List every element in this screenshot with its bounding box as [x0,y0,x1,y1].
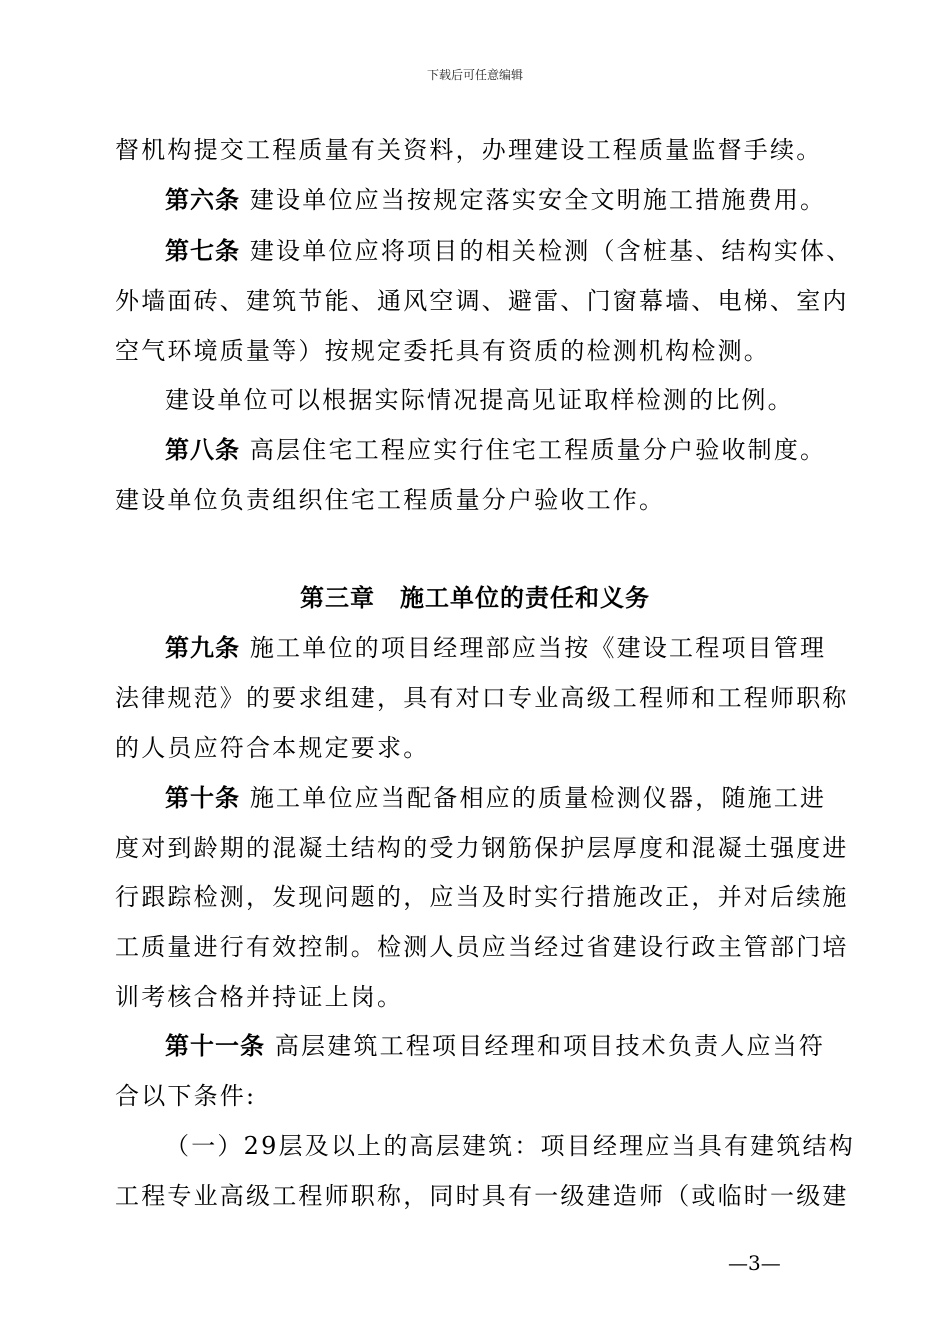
article-11 [165,1031,825,1061]
article-text: 高层住宅工程应实行住宅工程质量分户验收制度。 [249,436,827,464]
article-10 [165,783,826,813]
text-line: 法律规范》的要求组建，具有对口专业高级工程师和工程师职称 [115,684,849,712]
article-title: 第十条 [165,784,240,812]
text-line: 合以下条件: [115,1082,257,1110]
article-text: 施工单位的项目经理部应当按《建设工程项目管理 [249,634,827,662]
article-title: 第八条 [165,436,240,464]
article-text: 施工单位应当配备相应的质量检测仪器，随施工进 [249,784,827,812]
text-line: 度对到龄期的混凝土结构的受力钢筋保护层厚度和混凝土强度进 [115,834,849,862]
text-line: 建设单位负责组织住宅工程质量分户验收工作。 [115,486,666,514]
article-text: 高层建筑工程项目经理和项目技术负责人应当符 [274,1032,826,1060]
article-text: 建设单位应当按规定落实安全文明施工措施费用。 [249,186,827,214]
text-line: 的人员应符合本规定要求。 [115,734,430,762]
text-line: 督机构提交工程质量有关资料，办理建设工程质量监督手续。 [115,136,823,164]
chapter-heading: 第三章 施工单位的责任和义务 [300,584,650,612]
text-line: 空气环境质量等）按规定委托具有资质的检测机构检测。 [115,337,770,365]
text-line: （一）29层及以上的高层建筑：项目经理应当具有建筑结构 [165,1132,855,1160]
article-7 [165,236,852,266]
text-line: 外墙面砖、建筑节能、通风空调、避雷、门窗幕墙、电梯、室内 [115,287,849,315]
article-title: 第六条 [165,186,240,214]
text-line: 工程专业高级工程师职称，同时具有一级建造师（或临时一级建 [115,1182,849,1210]
page-number: —3— [728,1251,781,1275]
article-6 [165,185,826,215]
article-title: 第十一条 [165,1032,265,1060]
text-line: 训考核合格并持证上岗。 [115,983,404,1011]
article-8 [165,435,826,465]
header-note: 下载后可任意编辑 [426,68,523,82]
article-title: 第九条 [165,634,240,662]
article-text: 建设单位应将项目的相关检测（含桩基、结构实体、 [249,237,853,265]
text-line: 工质量进行有效控制。检测人员应当经过省建设行政主管部门培 [115,933,849,961]
article-title: 第七条 [165,237,240,265]
text-line: 建设单位可以根据实际情况提高见证取样检测的比例。 [165,386,794,414]
article-9 [165,633,826,663]
text-line: 行跟踪检测，发现问题的，应当及时实行措施改正，并对后续施 [115,883,849,911]
